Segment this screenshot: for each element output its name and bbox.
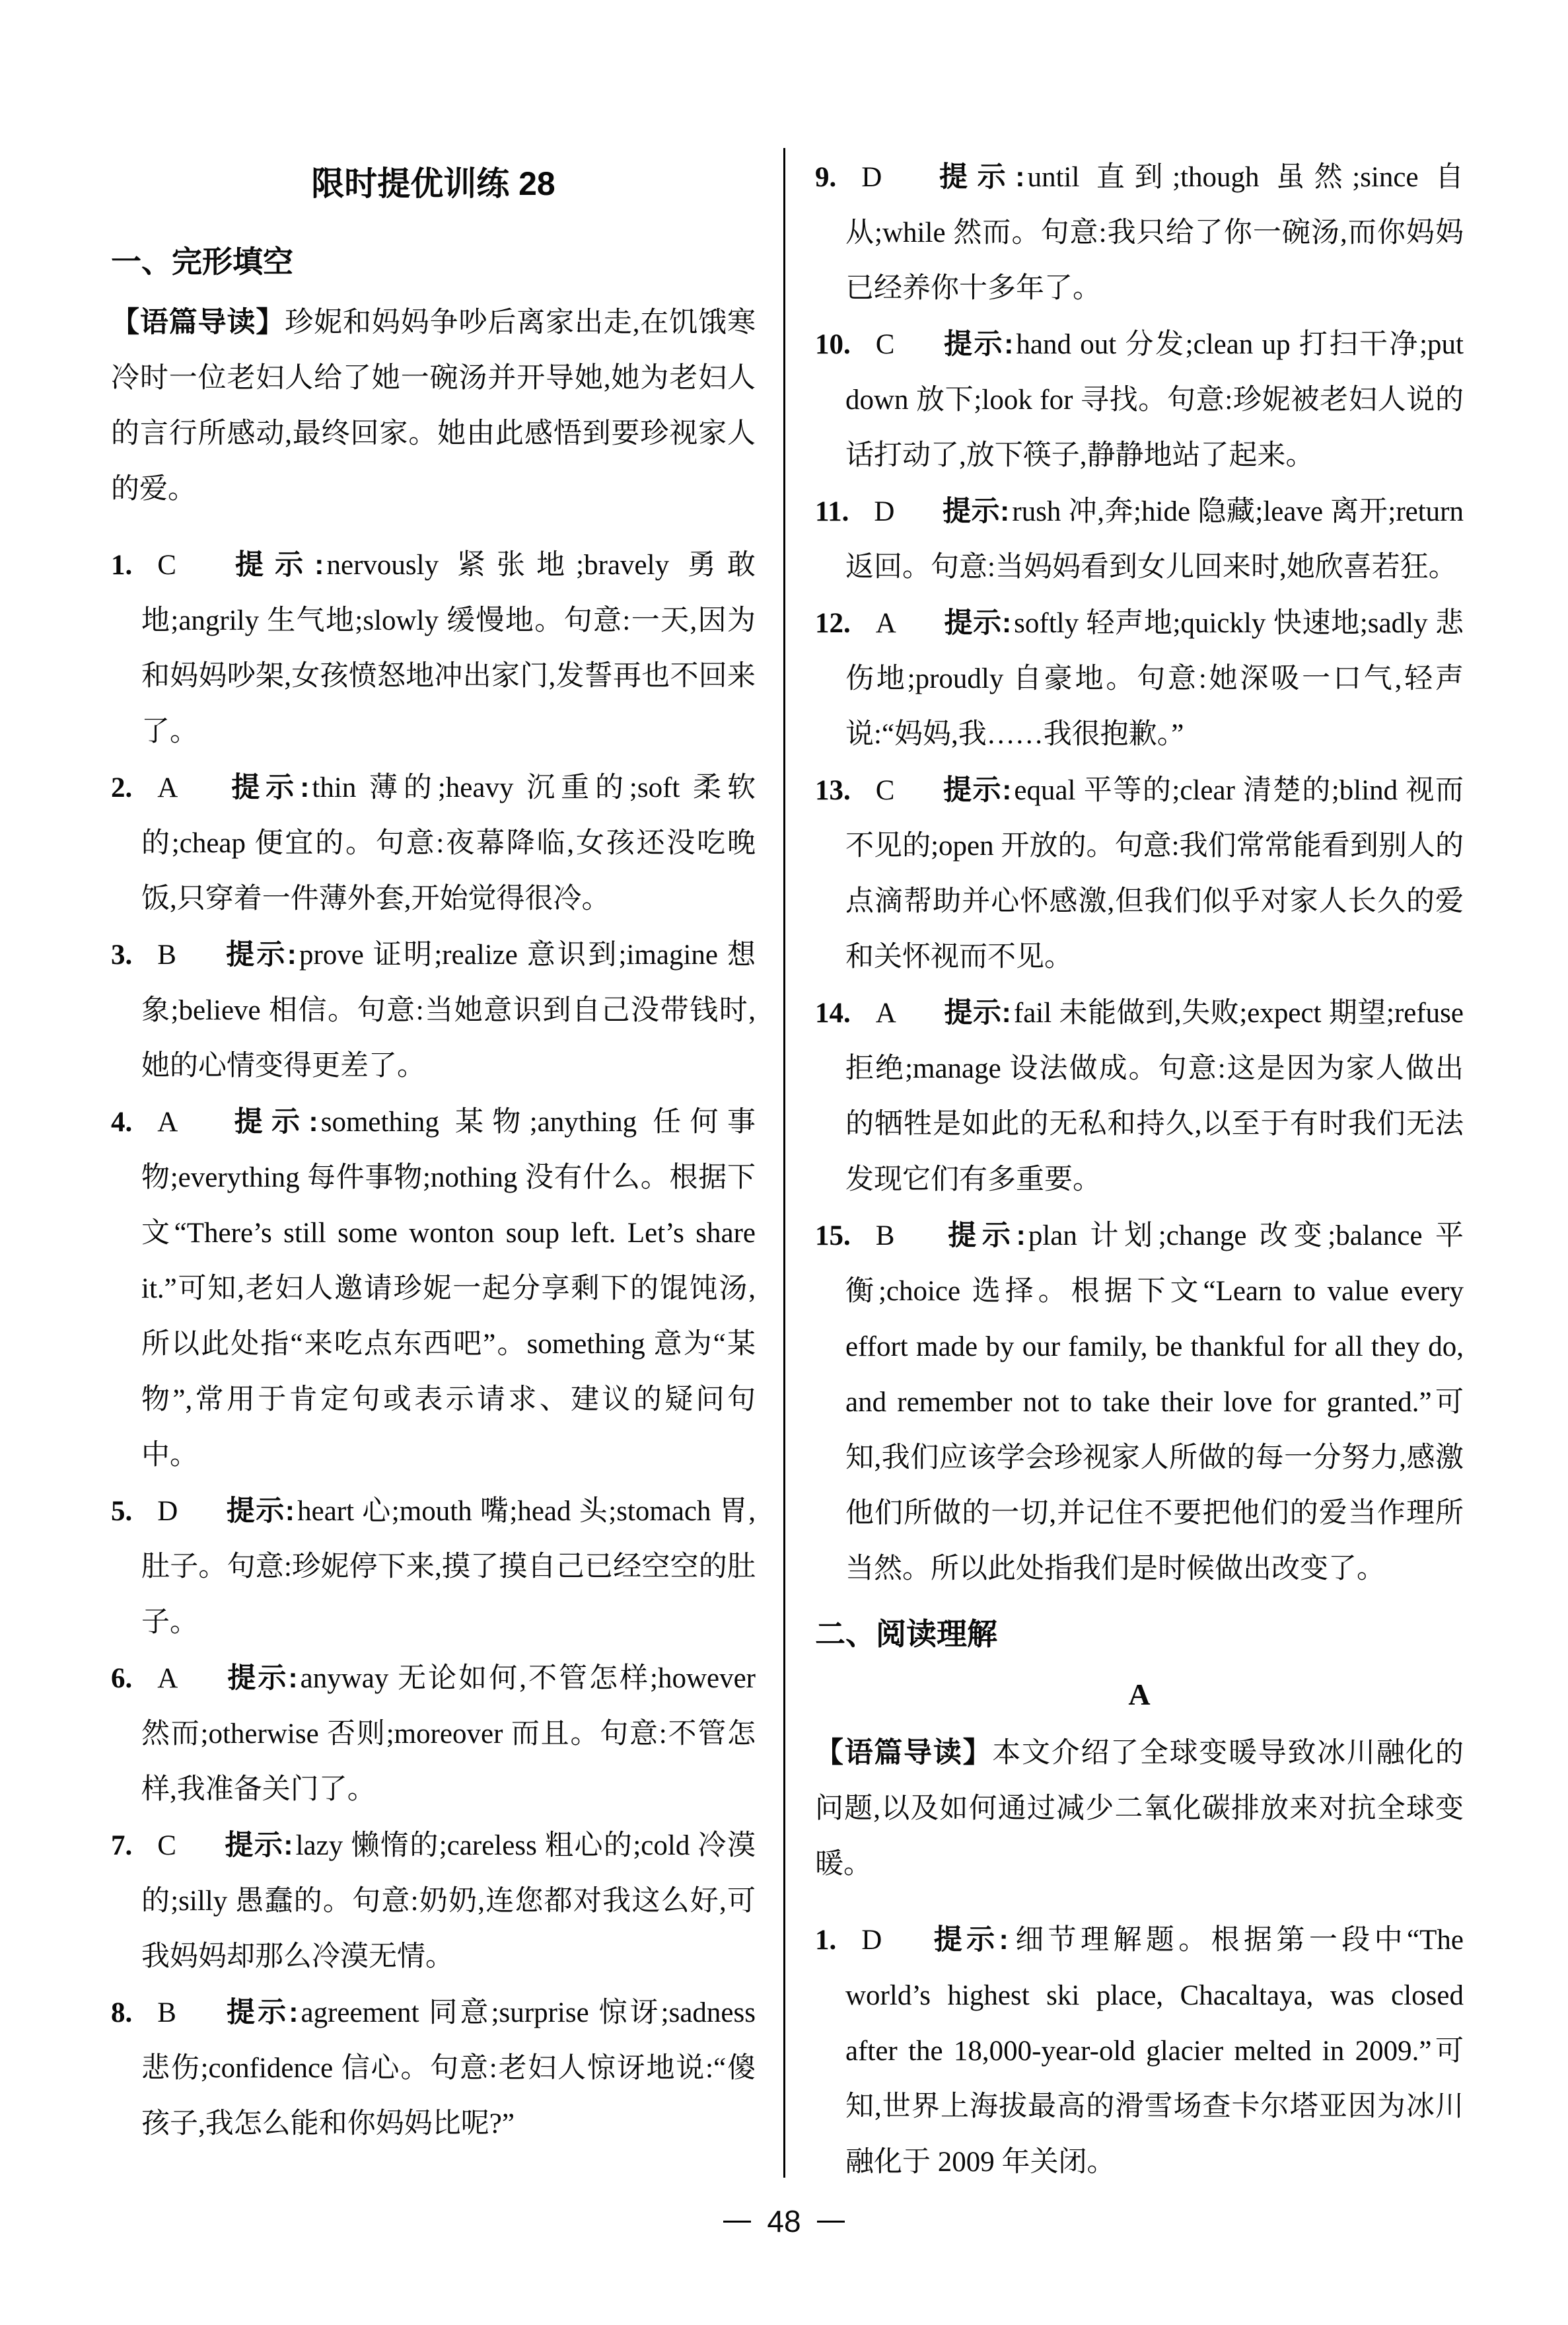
item-explanation: thin 薄的;heavy 沉重的;soft 柔软的;cheap 便宜的。句意:夜幕降临,女孩还没吃晚饭,只穿着一件薄外套,开始觉得很冷。 <box>141 772 756 914</box>
answer-item <box>815 1208 1464 1597</box>
hint-label: 提示: <box>942 1220 1026 1251</box>
answer-item <box>815 985 1464 1208</box>
item-explanation: heart 心;mouth 嘴;head 头;stomach 胃,肚子。句意:珍妮停下来,摸了摸自己已经空空的肚子。 <box>141 1496 756 1638</box>
item-answer: D <box>874 496 895 527</box>
item-explanation: fail 未能做到,失败;expect 期望;refuse 拒绝;manage 设法做成。句意:这是因为家人做出的牺牲是如此的无私和持久,以至于有时我们无法发现它们有多重要。 <box>845 998 1464 1195</box>
hint-label: 提示: <box>225 772 310 803</box>
item-answer: A <box>875 608 896 639</box>
item-explanation: plan 计划;change 改变;balance 平衡;choice 选择。根据下文“Learn to value every effort made by our family, be thankful for all they do, and remember not to take their love for granted.”可知,我们应该学会珍视家人所做的每一分努力,感激他们所做的一切,并记住不要把他们的爱当作理所当然。所以此处指我们是时候做出改变了。 <box>845 1220 1464 1584</box>
answer-item <box>111 1094 756 1483</box>
item-number: 12. <box>815 608 851 639</box>
hint-label: 提示: <box>223 939 297 971</box>
footer-rule-right <box>817 2221 845 2223</box>
item-answer: C <box>157 1830 176 1861</box>
page-number: 48 <box>767 2204 801 2238</box>
reading-intro-text: 本文介绍了全球变暖导致冰川融化的问题,以及如何通过减少二氧化碳排放来对抗全球变暖。 <box>815 1738 1464 1880</box>
page-footer <box>0 2201 1568 2241</box>
left-column <box>111 149 756 2152</box>
cloze-items-right <box>815 149 1464 1597</box>
item-answer: C <box>157 550 176 581</box>
item-number: 6. <box>111 1663 133 1694</box>
right-column <box>815 149 1464 2190</box>
reading-items <box>815 1912 1464 2190</box>
item-number: 15. <box>815 1220 851 1251</box>
hint-label: 提示: <box>223 1997 299 2028</box>
item-number: 4. <box>111 1107 133 1138</box>
cloze-intro-text: 珍妮和妈妈争吵后离家出走,在饥饿寒冷时一位老妇人给了她一碗汤并开导她,她为老妇人的言行所感动,最终回家。她由此感悟到要珍视家人的爱。 <box>111 307 756 505</box>
answer-item <box>815 316 1464 484</box>
hint-label: 提示: <box>223 549 324 581</box>
column-divider-rule <box>783 148 785 2178</box>
item-number: 2. <box>111 772 133 803</box>
item-number: 8. <box>111 1997 133 2028</box>
item-explanation: equal 平等的;clear 清楚的;blind 视而不见的;open 开放的。句意:我们常常能看到别人的点滴帮助并心怀感激,但我们似乎对家人长久的爱和关怀视而不见。 <box>845 775 1464 973</box>
item-explanation: softly 轻声地;quickly 快速地;sadly 悲伤地;proudly 自豪地。句意:她深吸一口气,轻声说:“妈妈,我……我很抱歉。” <box>845 608 1464 750</box>
hint-label: 提示: <box>942 328 1014 360</box>
answer-item <box>111 1483 756 1650</box>
footer-rule-left <box>723 2221 751 2223</box>
item-explanation: something 某物;anything 任何事物;everything 每件事物;nothing 没有什么。根据下文“There’s still some wonton soup left. Let’s share it.”可知,老妇人邀请珍妮一起分享剩下的馄饨汤,所以此处指“来吃点东西吧”。something 意为“某物”,常用于肯定句或表示请求、建议的疑问句中。 <box>141 1107 756 1471</box>
item-answer: A <box>157 772 178 803</box>
answer-item <box>111 760 756 927</box>
cloze-items-left <box>111 537 756 2152</box>
answer-item <box>111 1985 756 2152</box>
item-answer: B <box>157 1997 176 2028</box>
item-answer: C <box>875 775 895 806</box>
hint-label: 提示: <box>929 161 1025 193</box>
item-number: 5. <box>111 1496 133 1527</box>
answer-item <box>815 595 1464 762</box>
hint-label: 提示: <box>929 1924 1009 1956</box>
item-explanation: hand out 分发;clean up 打扫干净;put down 放下;look for 寻找。句意:珍妮被老妇人说的话打动了,放下筷子,静静地站了起来。 <box>845 329 1464 471</box>
item-number: 9. <box>815 162 837 193</box>
item-answer: B <box>157 940 176 971</box>
hint-label: 提示: <box>223 1829 293 1861</box>
answer-item <box>111 1818 756 1985</box>
answer-item <box>111 927 756 1094</box>
page-title: 限时提优训练 28 <box>311 165 555 202</box>
item-number: 3. <box>111 940 133 971</box>
section-reading-heading: 二、阅读理解 <box>815 1617 997 1651</box>
item-explanation: until 直到;though 虽然;since 自从;while 然而。句意:我只给了你一碗汤,而你妈妈已经养你十多年了。 <box>845 162 1464 304</box>
cloze-intro-paragraph <box>111 295 756 517</box>
item-answer: A <box>157 1663 178 1694</box>
answer-item <box>111 537 756 760</box>
item-explanation: lazy 懒惰的;careless 粗心的;cold 冷漠的;silly 愚蠢的。句意:奶奶,连您都对我这么好,可我妈妈却那么冷漠无情。 <box>141 1830 756 1972</box>
item-explanation: agreement 同意;surprise 惊讶;sadness 悲伤;confidence 信心。句意:老妇人惊讶地说:“傻孩子,我怎么能和你妈妈比呢?” <box>141 1997 756 2139</box>
item-number: 11. <box>815 496 849 527</box>
item-number: 1. <box>815 1925 837 1956</box>
answer-item <box>815 484 1464 595</box>
reading-intro-label: 【语篇导读】 <box>815 1737 993 1769</box>
hint-label: 提示: <box>943 997 1011 1029</box>
hint-label: 提示: <box>942 774 1012 806</box>
item-answer: A <box>875 998 896 1029</box>
item-answer: B <box>875 1220 895 1251</box>
cloze-intro-label: 【语篇导读】 <box>111 307 285 338</box>
item-explanation: nervously 紧张地;bravely 勇敢地;angrily 生气地;slowly 缓慢地。句意:一天,因为和妈妈吵架,女孩愤怒地冲出家门,发誓再也不回来了。 <box>141 550 756 747</box>
hint-label: 提示: <box>942 496 1010 527</box>
item-answer: D <box>861 1925 882 1956</box>
passage-label: A <box>1128 1678 1151 1711</box>
item-explanation: rush 冲,奔;hide 隐藏;leave 离开;return 返回。句意:当妈妈看到女儿回来时,她欣喜若狂。 <box>845 496 1464 583</box>
item-number: 13. <box>815 775 851 806</box>
item-answer: C <box>875 329 895 360</box>
item-number: 10. <box>815 329 851 360</box>
hint-label: 提示: <box>943 607 1012 639</box>
hint-label: 提示: <box>225 1106 318 1138</box>
answer-item <box>815 762 1464 985</box>
item-number: 14. <box>815 998 851 1029</box>
item-explanation: prove 证明;realize 意识到;imagine 想象;believe 相信。句意:当她意识到自己没带钱时,她的心情变得更差了。 <box>141 940 756 1082</box>
item-answer: A <box>157 1107 178 1138</box>
item-explanation: anyway 无论如何,不管怎样;however 然而;otherwise 否则;moreover 而且。句意:不管怎样,我准备关门了。 <box>141 1663 756 1805</box>
item-explanation: 细节理解题。根据第一段中“The world’s highest ski place, Chacaltaya, was closed after the 18,000-year-old glacier melted in 2009.”可知,世界上海拔最高的滑雪场查卡尔塔亚因为冰川融化于 2009 年关闭。 <box>845 1925 1464 2178</box>
item-number: 1. <box>111 550 133 581</box>
item-number: 7. <box>111 1830 133 1861</box>
answer-item <box>815 1912 1464 2190</box>
answer-item <box>815 149 1464 316</box>
section-cloze-heading: 一、完形填空 <box>111 244 293 279</box>
hint-label: 提示: <box>225 1662 298 1694</box>
reading-intro-paragraph <box>815 1725 1464 1892</box>
hint-label: 提示: <box>225 1495 295 1527</box>
answer-item <box>111 1650 756 1818</box>
item-answer: D <box>157 1496 178 1527</box>
item-answer: D <box>861 162 882 193</box>
